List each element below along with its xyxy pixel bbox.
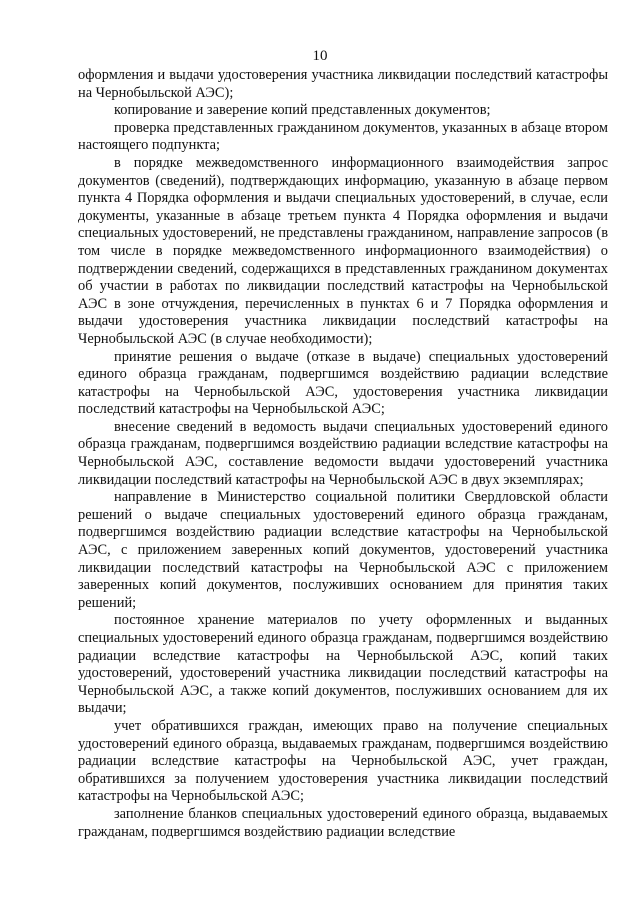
paragraph-accounting: учет обратившихся граждан, имеющих право на получение специальных удостоверений единого образца, выдаваемых гражданам, подвергшимся воздействию радиации вследствие катастрофы на Чернобыльской АЭС, учет граждан, обратившихся за получением удостоверения участника ликвидации последствий катастрофы на Чернобыльской АЭС; (78, 717, 608, 805)
paragraph-register-entry: внесение сведений в ведомость выдачи специальных удостоверений единого образца гражданам, подвергшимся воздействию радиации вследствие катастрофы на Чернобыльской АЭС, составление ведомости выдачи удостоверений участника ликвидации последствий катастрофы на Чернобыльской АЭС в двух экземплярах; (78, 418, 608, 488)
page-number: 10 (312, 48, 328, 64)
paragraph-interagency-request: в порядке межведомственного информационного взаимодействия запрос документов (сведений), подтверждающих информацию, указанную в абзаце первом пункта 4 Порядка оформления и выдачи специальных удостоверений, в случае, если документы, указанные в абзаце третьем пункта 4 Порядка оформления и выдачи специальных удостоверений, не представлены гражданином, направление запросов (в том числе в порядке межведомственного информационного взаимодействия) о подтверждении сведений, содержащихся в представленных гражданином документах об участии в работах по ликвидации последствий катастрофы на Чернобыльской АЭС в зоне отчуждения, перечисленных в пунктах 6 и 7 Порядка оформления и выдачи удостоверения участника ликвидации последствий катастрофы на Чернобыльской АЭС (в случае необходимости); (78, 154, 608, 347)
paragraph-continuation: оформления и выдачи удостоверения участника ликвидации последствий катастрофы на Чернобыльской АЭС); (78, 67, 608, 101)
paragraph-ministry-submission: направление в Министерство социальной политики Свердловской области решений о выдаче специальных удостоверений единого образца гражданам, подвергшимся воздействию радиации вследствие катастрофы на Чернобыльской АЭС, с приложением заверенных копий документов, удостоверений участника ликвидации последствий катастрофы на Чернобыльской АЭС с приложением заверенных копий документов, послуживших основанием для принятия таких решений; (78, 489, 608, 611)
paragraph-storage: постоянное хранение материалов по учету оформленных и выданных специальных удостоверений единого образца гражданам, подвергшимся воздействию радиации вследствие катастрофы на Чернобыльской АЭС, копий таких удостоверений, удостоверений участника ликвидации последствий катастрофы на Чернобыльской АЭС, а также копий документов, послуживших основанием для их выдачи; (78, 612, 608, 717)
paragraph-decision: принятие решения о выдаче (отказе в выдаче) специальных удостоверений единого образца гражданам, подвергшимся воздействию радиации вследствие катастрофы на Чернобыльской АЭС, удостоверения участника ликвидации последствий катастрофы на Чернобыльской АЭС; (78, 348, 608, 418)
paragraph-form-filling: заполнение бланков специальных удостоверений единого образца, выдаваемых гражданам, подвергшимся воздействию радиации вследствие (78, 805, 608, 840)
paragraph-verification: проверка представленных гражданином документов, указанных в абзаце втором настоящего подпункта; (78, 119, 608, 154)
paragraph-copying: копирование и заверение копий представленных документов; (114, 102, 491, 119)
document-body (78, 67, 608, 841)
